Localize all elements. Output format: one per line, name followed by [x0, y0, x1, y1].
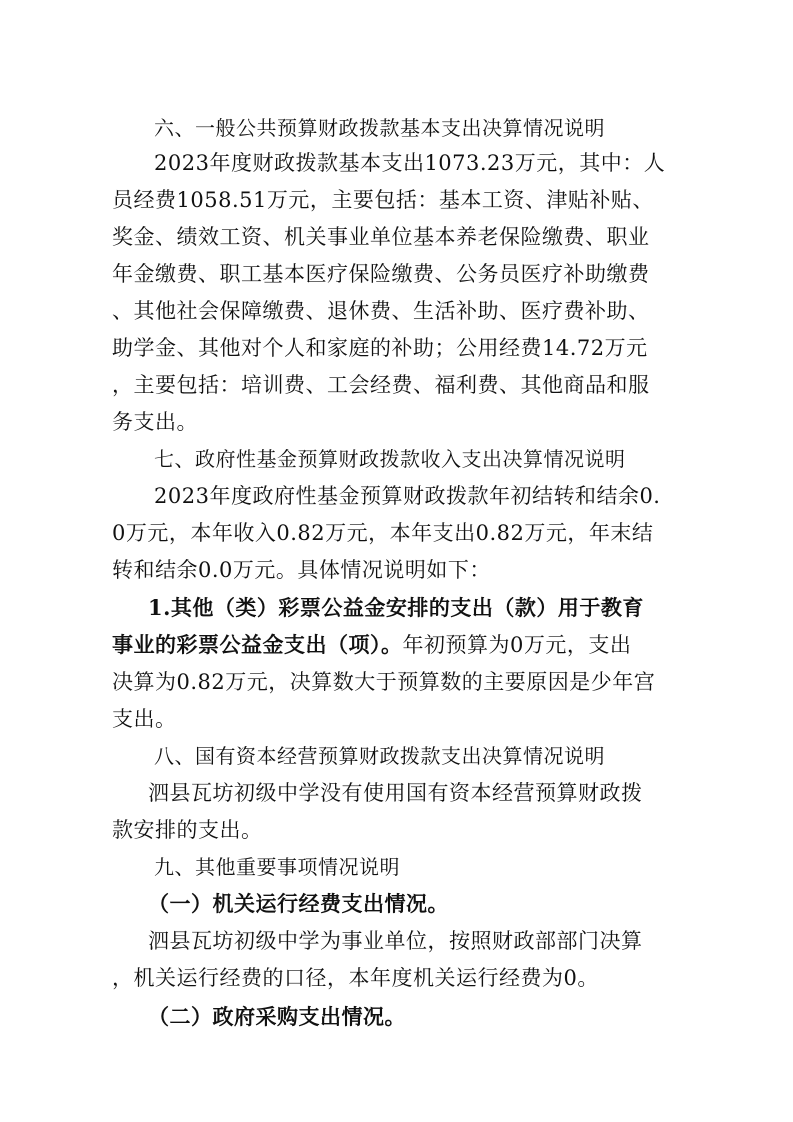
- subsection-title-1: （一）机关运行经费支出情况。: [148, 891, 449, 916]
- section-heading-7: 七、政府性基金预算财政拨款收入支出决算情况说明: [154, 447, 626, 471]
- paragraph-line: 务支出。: [112, 410, 198, 434]
- subsection-title-2: （二）政府采购支出情况。: [148, 1004, 406, 1029]
- paragraph-line: 员经费1058.51万元，主要包括：基本工资、津贴补贴、: [112, 188, 654, 212]
- paragraph-line: 支出。: [112, 707, 177, 731]
- paragraph-line: 转和结余0.0万元。具体情况说明如下：: [112, 558, 491, 582]
- item-1-title: 1.其他（类）彩票公益金安排的支出（款）用于教育: [148, 595, 644, 620]
- paragraph-line: 奖金、绩效工资、机关事业单位基本养老保险缴费、职业: [112, 225, 650, 249]
- paragraph-line: 款安排的支出。: [112, 818, 263, 842]
- paragraph-line: 2023年度政府性基金预算财政拨款年初结转和结余0.: [154, 484, 661, 508]
- item-1-title-cont: 事业的彩票公益金支出（项）。: [112, 632, 403, 657]
- paragraph-line: 年金缴费、职工基本医疗保险缴费、公务员医疗补助缴费: [112, 262, 650, 286]
- paragraph-line: ，机关运行经费的口径，本年度机关运行经费为0。: [112, 966, 599, 990]
- paragraph-line: 泗县瓦坊初级中学为事业单位，按照财政部部门决算: [148, 929, 643, 953]
- paragraph-line: ，主要包括：培训费、工会经费、福利费、其他商品和服: [112, 373, 650, 397]
- item-1-text: 年初预算为0万元，支出: [402, 633, 632, 657]
- paragraph-line: 0万元，本年收入0.82万元，本年支出0.82万元，年末结: [112, 521, 654, 545]
- paragraph-line: 泗县瓦坊初级中学没有使用国有资本经营预算财政拨: [148, 781, 643, 805]
- paragraph-line: 2023年度财政拨款基本支出1073.23万元，其中：人: [154, 151, 666, 175]
- item-1-line: [112, 627, 692, 663]
- section-heading-9: 九、其他重要事项情况说明: [154, 855, 400, 879]
- section-heading-6: 六、一般公共预算财政拨款基本支出决算情况说明: [154, 116, 605, 140]
- section-heading-8: 八、国有资本经营预算财政拨款支出决算情况说明: [154, 744, 605, 768]
- paragraph-line: 决算为0.82万元，决算数大于预算数的主要原因是少年宫: [112, 670, 656, 694]
- paragraph-line: 助学金、其他对个人和家庭的补助；公用经费14.72万元: [112, 336, 648, 360]
- paragraph-line: 、其他社会保障缴费、退休费、生活补助、医疗费补助、: [112, 299, 650, 323]
